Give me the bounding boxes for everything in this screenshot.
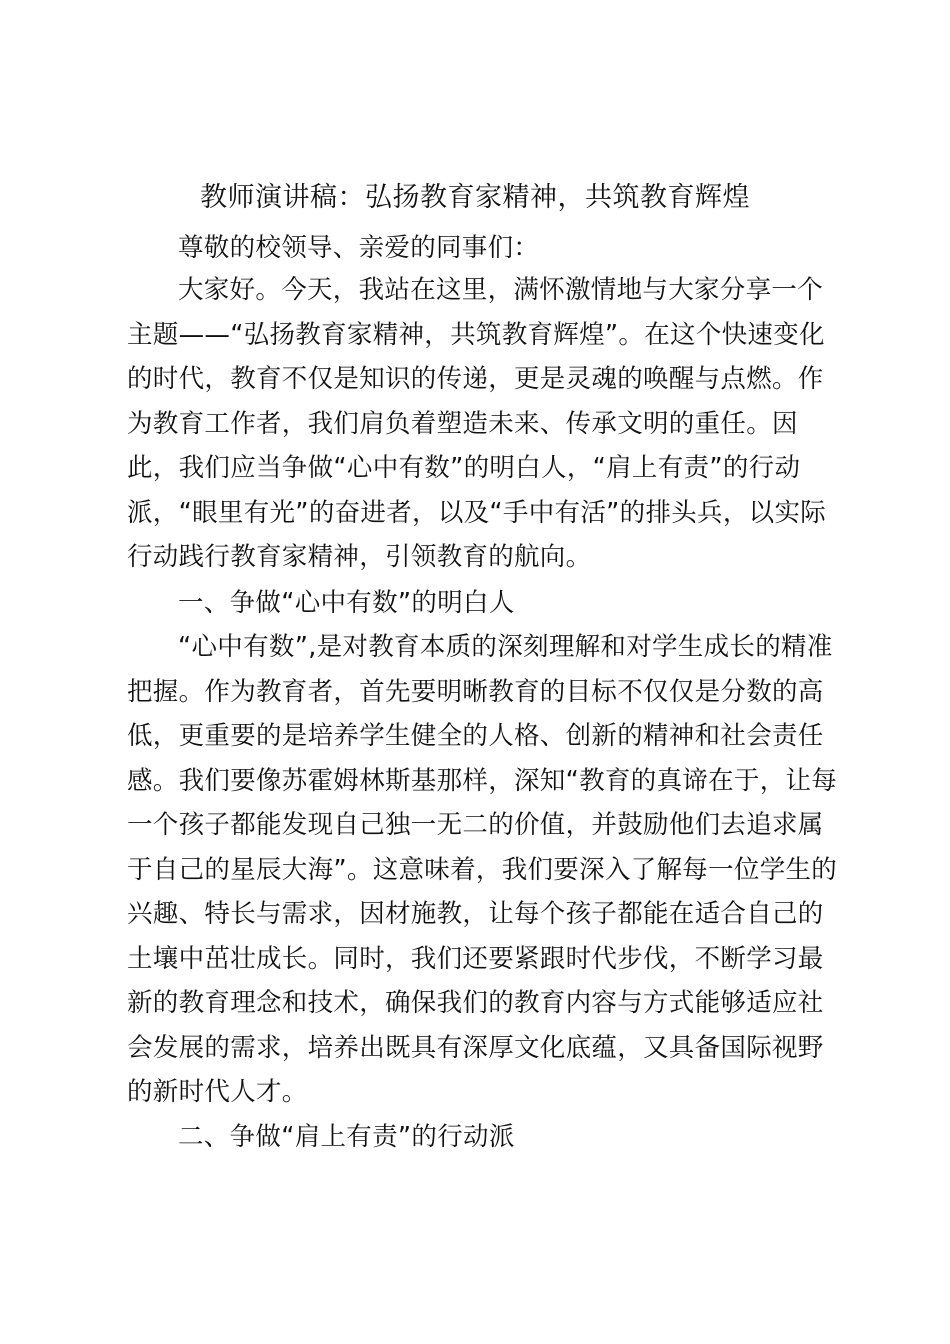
paragraph-line: 主题——“弘扬教育家精神，共筑教育辉煌”。在这个快速变化	[127, 319, 825, 350]
paragraph-line: 土壤中茁壮成长。同时，我们还要紧跟时代步伐，不断学习最	[127, 943, 824, 974]
section-heading-text: 二、争做“肩上有责”的行动派	[178, 1122, 515, 1152]
section-heading	[127, 1115, 839, 1160]
paragraph-line: 把握。作为教育者，首先要明晰教育的目标不仅仅是分数的高	[127, 676, 824, 707]
paragraph-line: 此，我们应当争做“心中有数”的明白人，“肩上有责”的行动	[127, 453, 801, 483]
paragraph-line: 兴趣、特长与需求，因材施教，让每个孩子都能在适合自己的	[127, 899, 824, 929]
paragraph-line: 一个孩子都能发现自己独一无二的价值，并鼓励他们去追求属	[127, 810, 824, 840]
intro-paragraph	[127, 268, 839, 580]
paragraph-line: 低，更重要的是培养学生健全的人格、创新的精神和社会责任	[127, 721, 824, 751]
paragraph-line: 新的教育理念和技术，确保我们的教育内容与方式能够适应社	[127, 988, 824, 1018]
section-heading	[127, 581, 839, 626]
paragraph-line: 于自己的星辰大海”。这意味着，我们要深入了解每一位学生的	[127, 854, 838, 885]
greeting	[127, 226, 839, 271]
paragraph-line: 的时代，教育不仅是知识的传递，更是灵魂的唤醒与点燃。作	[127, 364, 824, 394]
paragraph-line: 大家好。今天，我站在这里，满怀激情地与大家分享一个	[178, 275, 824, 305]
paragraph-line: “心中有数”,是对教育本质的深刻理解和对学生成长的精准	[178, 632, 833, 662]
document-title: 教师演讲稿：弘扬教育家精神，共筑教育辉煌	[200, 182, 750, 213]
greeting-text: 尊敬的校领导、亲爱的同事们：	[178, 233, 540, 263]
paragraph-line: 为教育工作者，我们肩负着塑造未来、传承文明的重任。因	[127, 408, 798, 439]
section-heading-text: 一、争做“心中有数”的明白人	[178, 588, 515, 618]
paragraph-line: 的新时代人才。	[127, 1077, 308, 1107]
paragraph-line: 会发展的需求，培养出既具有深厚文化底蕴，又具备国际视野	[127, 1032, 824, 1063]
section-paragraph	[127, 625, 839, 1115]
paragraph-line: 派，“眼里有光”的奋进者，以及“手中有活”的排头兵，以实际	[127, 497, 827, 528]
paragraph-line: 感。我们要像苏霍姆林斯基那样，深知“教育的真谛在于，让每	[127, 765, 838, 796]
paragraph-line: 行动践行教育家精神，引领教育的航向。	[127, 542, 592, 572]
